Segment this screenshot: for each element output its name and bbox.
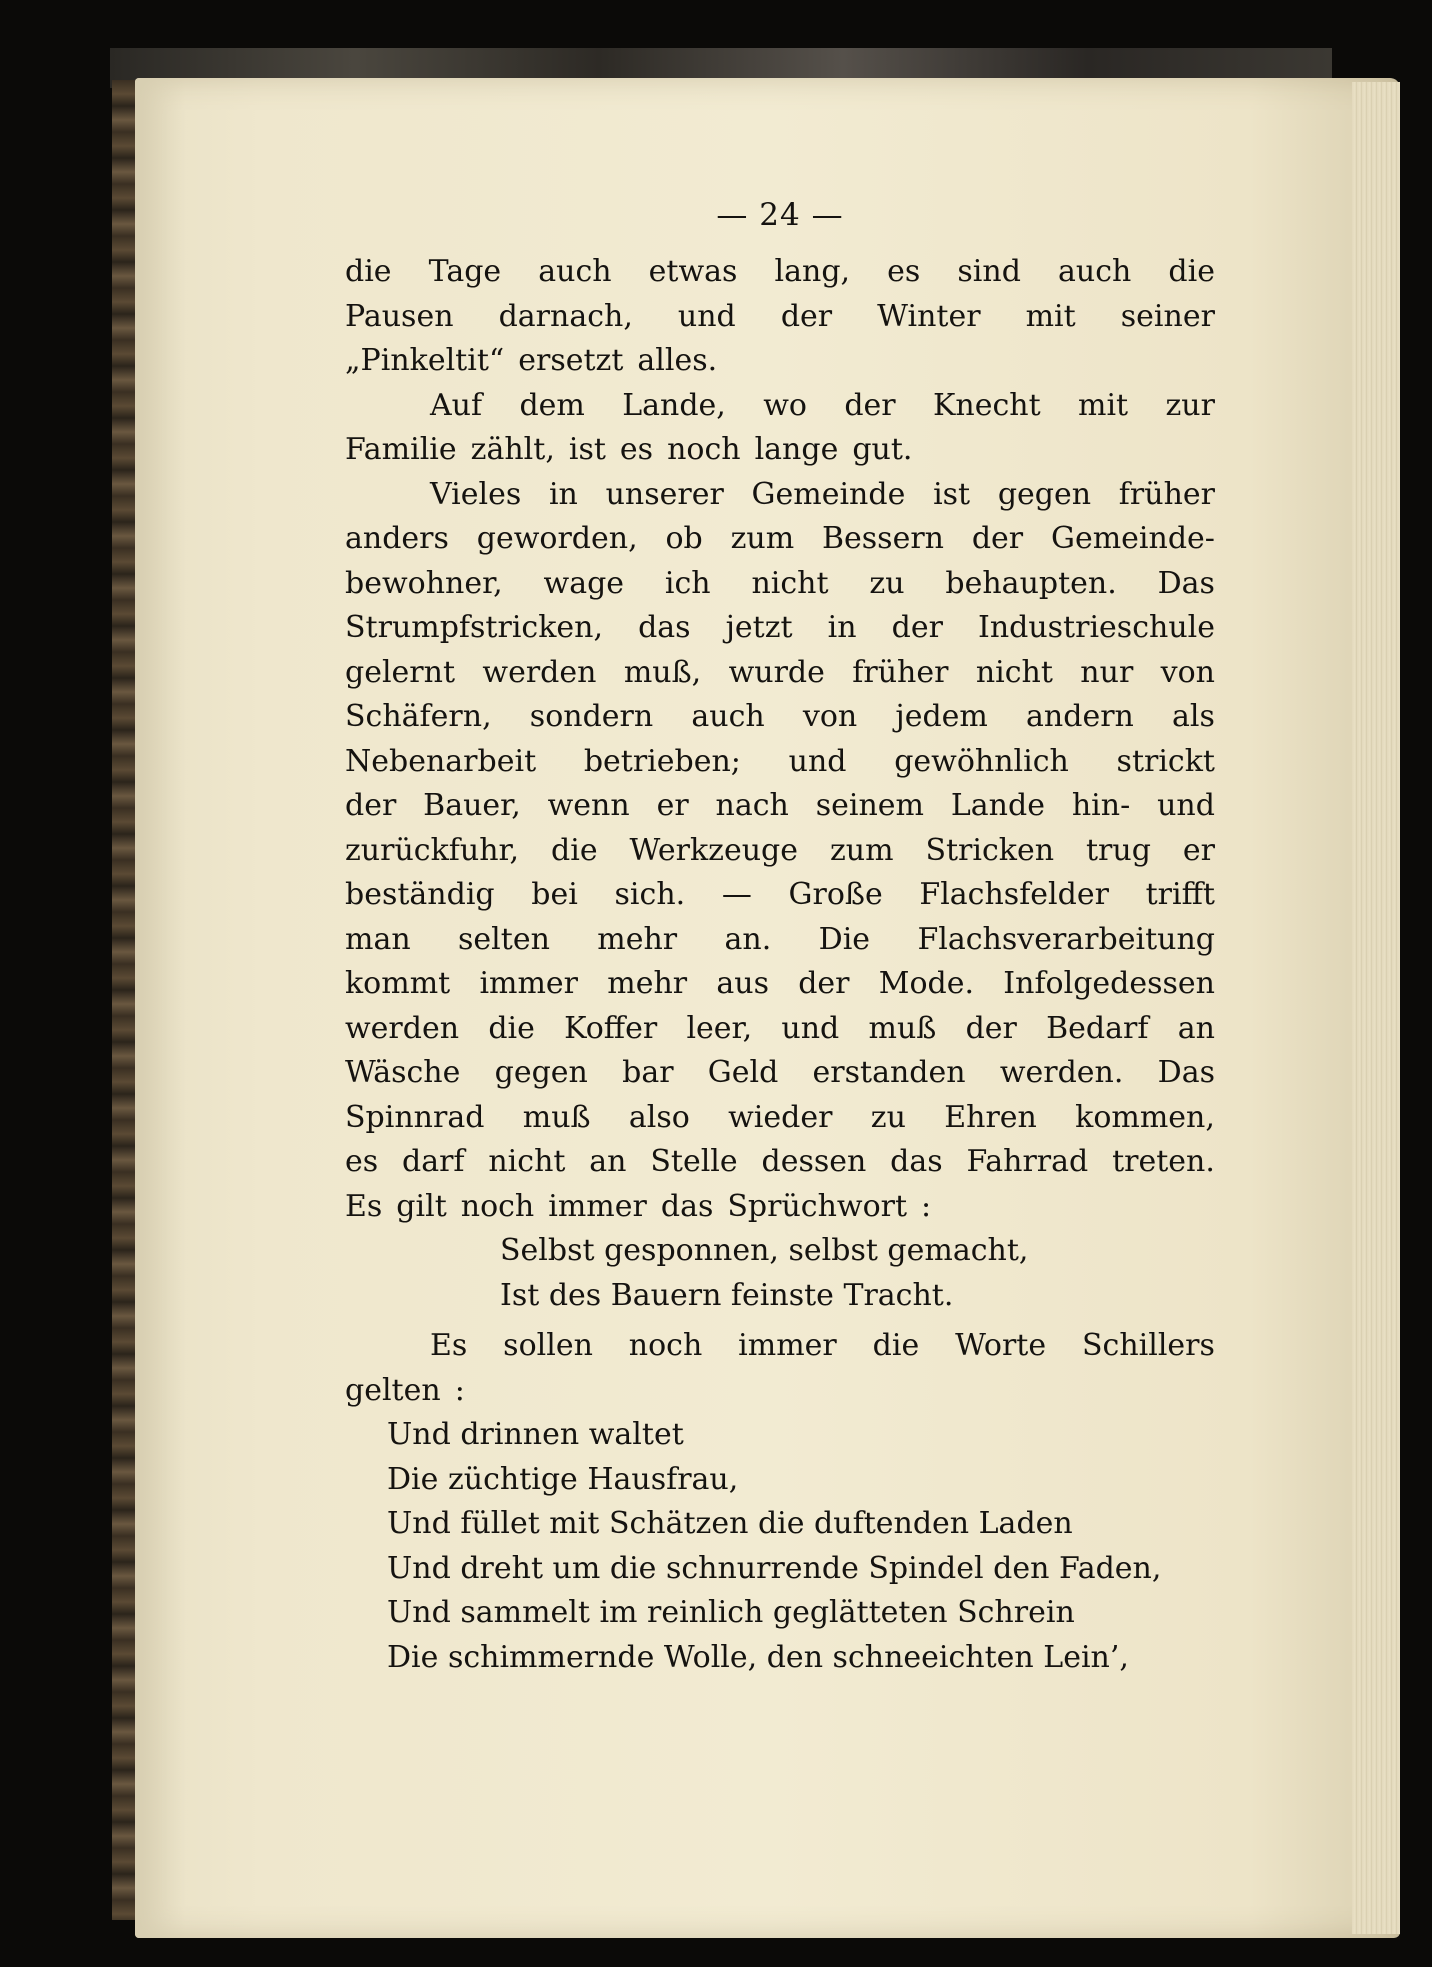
text-line: „Pinkeltit“ ersetzt alles. [345,343,718,378]
text-line: Spinnrad muß also wieder zu Ehren kommen, [345,1099,1215,1135]
text-line: anders geworden, ob zum Bessern der Gemeinde- [345,521,1215,556]
poem-line: Die züchtige Hausfrau, [387,1461,739,1497]
text-line: Wäsche gegen bar Geld erstanden werden. Das [345,1055,1215,1090]
text-line: gelten : [345,1372,465,1408]
text-line: man selten mehr an. Die Flachsverarbeitung [345,921,1215,957]
text-line: Nebenarbeit betrieben; und gewöhnlich strickt [345,743,1215,779]
text-line: kommt immer mehr aus der Mode. Infolgedessen [345,966,1215,1001]
text-line: werden die Koffer leer, und muß der Bedarf an [345,1010,1215,1046]
page-gutter-shadow [135,78,185,1938]
text-line: Auf dem Lande, wo der Knecht mit zur [430,387,1215,423]
body-text [345,250,1215,1680]
text-line: Vieles in unserer Gemeinde ist gegen früher [430,476,1215,512]
text-line: Pausen darnach, und der Winter mit seiner [345,298,1215,334]
page-fore-edge [1352,82,1400,1934]
poem-line: Und sammelt im reinlich geglätteten Schrein [387,1595,1075,1630]
page-text-block [345,180,1215,1680]
text-line: gelernt werden muß, wurde früher nicht nur von [345,654,1215,690]
poem-line: Und drinnen waltet [387,1417,684,1452]
text-line: der Bauer, wenn er nach seinem Lande hin- und [345,788,1215,823]
text-line: Es sollen noch immer die Worte Schillers [430,1328,1215,1363]
page-number: — 24 — [716,197,844,233]
text-line: Familie zählt, ist es noch lange gut. [345,432,913,467]
text-line: Strumpfstricken, das jetzt in der Industrieschule [345,610,1215,645]
text-line: bewohner, wage ich nicht zu behaupten. Das [345,565,1215,601]
text-line: beständig bei sich. — Große Flachsfelder trifft [345,877,1215,912]
poem-line: Die schimmernde Wolle, den schneeichten Lein’, [387,1639,1129,1675]
text-line: Schäfern, sondern auch von jedem andern als [345,699,1215,734]
proverb-line: Selbst gesponnen, selbst gemacht, [500,1233,1029,1268]
text-line: die Tage auch etwas lang, es sind auch die [345,254,1215,289]
text-line: Es gilt noch immer das Sprüchwort : [345,1188,932,1224]
text-line: es darf nicht an Stelle dessen das Fahrrad treten. [345,1144,1215,1179]
text-line: zurückfuhr, die Werkzeuge zum Stricken trug er [345,832,1215,868]
poem-line: Und dreht um die schnurrende Spindel den Faden, [387,1550,1162,1586]
poem-line: Und füllet mit Schätzen die duftenden Laden [387,1506,1073,1541]
proverb-line: Ist des Bauern feinste Tracht. [500,1277,954,1313]
